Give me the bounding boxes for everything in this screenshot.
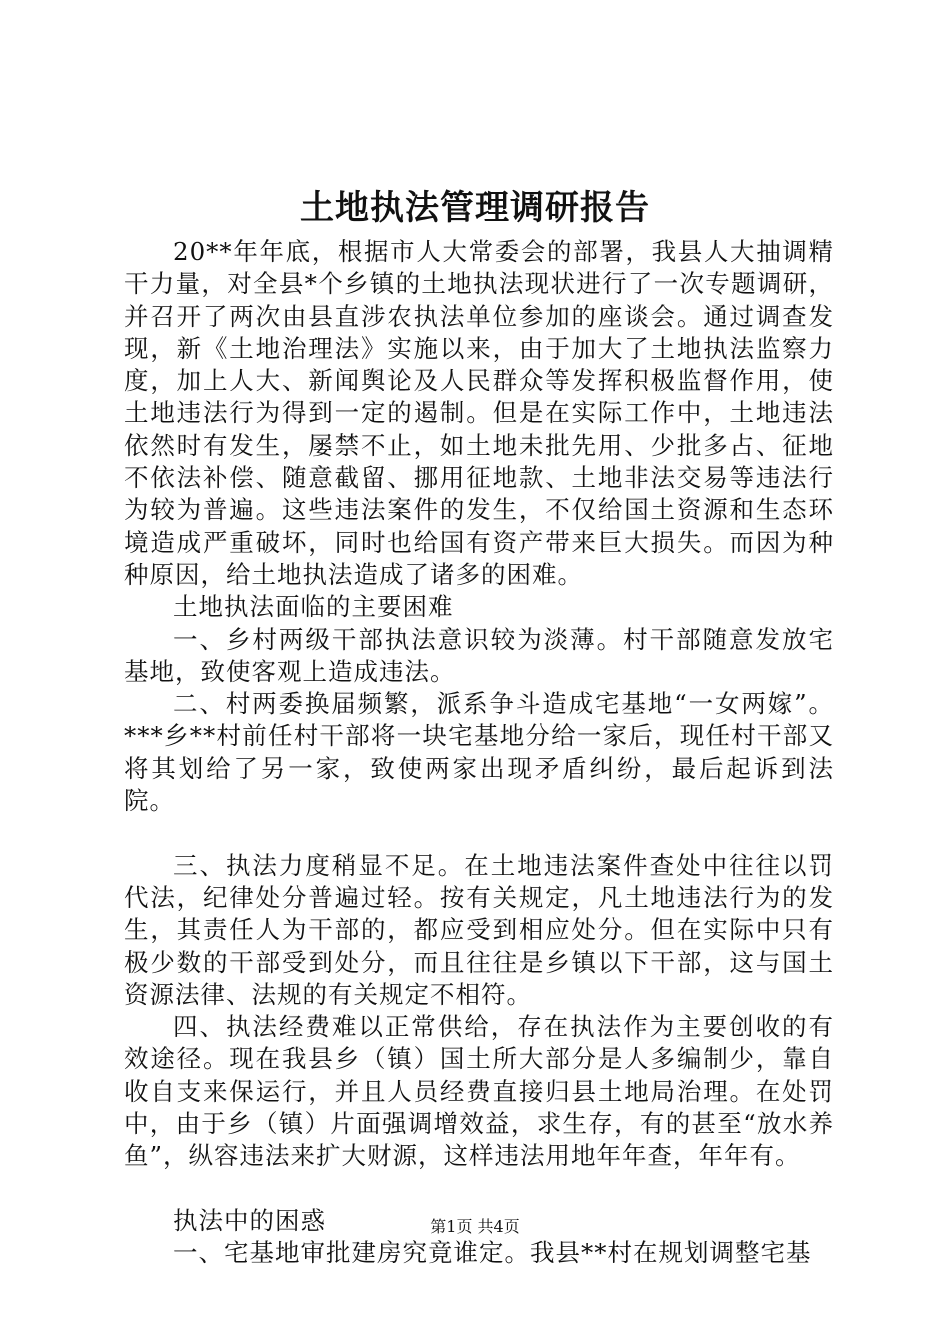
page-footer: 第1页 共4页 — [430, 1217, 520, 1236]
section-heading-difficulties: 土地执法面临的主要困难 — [173, 592, 454, 622]
paragraph-difficulty-3: 三、执法力度稍显不足。在土地违法案件查处中往往以罚代法，纪律处分普遍过轻。按有关规定，凡土地违法行为的发生，其责任人为干部的，都应受到相应处分。但在实际中只有极少数的干部受到处分，而且往往是乡镇以下干部，这与国土资源法律、法规的有关规定不相符。 — [124, 850, 834, 1009]
paragraph-intro: 20**年年底，根据市人大常委会的部署，我县人大抽调精干力量，对全县*个乡镇的土地执法现状进行了一次专题调研，并召开了两次由县直涉农执法单位参加的座谈会。通过调查发现，新《土地治理法》实施以来，由于加大了土地执法监察力度，加上人大、新闻舆论及人民群众等发挥积极监督作用，使土地违法行为得到一定的遏制。但是在实际工作中，土地违法依然时有发生，屡禁不止，如土地未批先用、少批多占、征地不依法补偿、随意截留、挪用征地款、土地非法交易等违法行为较为普遍。这些违法案件的发生，不仅给国土资源和生态环境造成严重破坏，同时也给国有资产带来巨大损失。而因为种种原因，给土地执法造成了诸多的困难。 — [124, 237, 834, 589]
document-title: 土地执法管理调研报告 — [300, 188, 650, 228]
paragraph-difficulty-4: 四、执法经费难以正常供给，存在执法作为主要创收的有效途径。现在我县乡（镇）国土所大部分是人多编制少，靠自收自支来保运行，并且人员经费直接归县土地局治理。在处罚中，由于乡（镇）片面强调增效益，求生存，有的甚至“放水养鱼”，纵容违法来扩大财源，这样违法用地年年查，年年有。 — [124, 1012, 834, 1171]
section-heading-confusions: 执法中的困惑 — [173, 1205, 326, 1235]
document-body — [124, 236, 834, 1270]
paragraph-difficulty-1: 一、乡村两级干部执法意识较为淡薄。村干部随意发放宅基地，致使客观上造成违法。 — [124, 624, 834, 686]
paragraph-confusion-1: 一、宅基地审批建房究竟谁定。我县**村在规划调整宅基 — [173, 1238, 812, 1268]
paragraph-difficulty-2: 二、村两委换届频繁，派系争斗造成宅基地“一女两嫁”。***乡**村前任村干部将一块宅基地分给一家后，现任村干部又将其划给了另一家，致使两家出现矛盾纠纷，最后起诉到法院。 — [124, 689, 834, 816]
